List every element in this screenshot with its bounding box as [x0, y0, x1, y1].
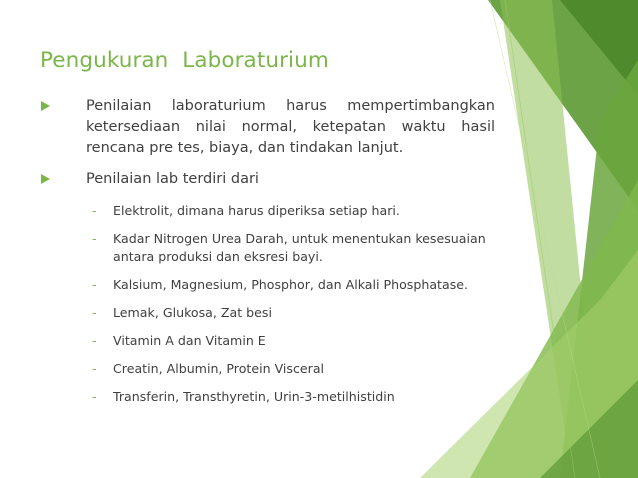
sub-bullet-item — [40, 332, 495, 350]
sub-bullet-item — [40, 230, 495, 266]
bullet-text: Penilaian lab terdiri dari — [86, 171, 259, 187]
sub-bullet-text: Kalsium, Magnesium, Phosphor, dan Alkali Phosphatase. — [113, 277, 469, 292]
sub-bullet-text: Creatin, Albumin, Protein Visceral — [113, 361, 325, 376]
bullet-item — [40, 96, 495, 159]
dash-bullet-icon: - — [92, 333, 97, 348]
sub-bullet-item — [40, 388, 495, 406]
dash-bullet-icon: - — [92, 389, 97, 404]
sub-bullet-text: Vitamin A dan Vitamin E — [113, 333, 266, 348]
slide-title: Pengukuran Laboraturium — [40, 48, 329, 73]
sub-bullet-text: Elektrolit, dimana harus diperiksa setiap hari. — [113, 203, 400, 218]
dash-bullet-icon: - — [92, 305, 97, 320]
triangle-bullet-icon — [41, 101, 50, 111]
dash-bullet-icon: - — [92, 231, 97, 246]
sub-bullet-item — [40, 304, 495, 322]
sub-bullet-item — [40, 360, 495, 378]
sub-bullet-text: Transferin, Transthyretin, Urin-3-metilhistidin — [113, 389, 395, 404]
sub-bullet-item — [40, 276, 495, 294]
slide-content — [40, 96, 495, 416]
bullet-text: Penilaian laboraturium harus mempertimbangkan ketersediaan nilai normal, ketepatan waktu hasil rencana pre tes, biaya, dan tindakan lanjut. — [86, 98, 495, 156]
dash-bullet-icon: - — [92, 277, 97, 292]
bullet-item — [40, 169, 495, 190]
sub-bullet-text: Lemak, Glukosa, Zat besi — [113, 305, 272, 320]
sub-bullet-text: Kadar Nitrogen Urea Darah, untuk menentukan kesesuaian antara produksi dan eksresi bayi. — [113, 231, 486, 264]
sub-bullet-item — [40, 202, 495, 220]
dash-bullet-icon: - — [92, 203, 97, 218]
dash-bullet-icon: - — [92, 361, 97, 376]
triangle-bullet-icon — [41, 174, 50, 184]
